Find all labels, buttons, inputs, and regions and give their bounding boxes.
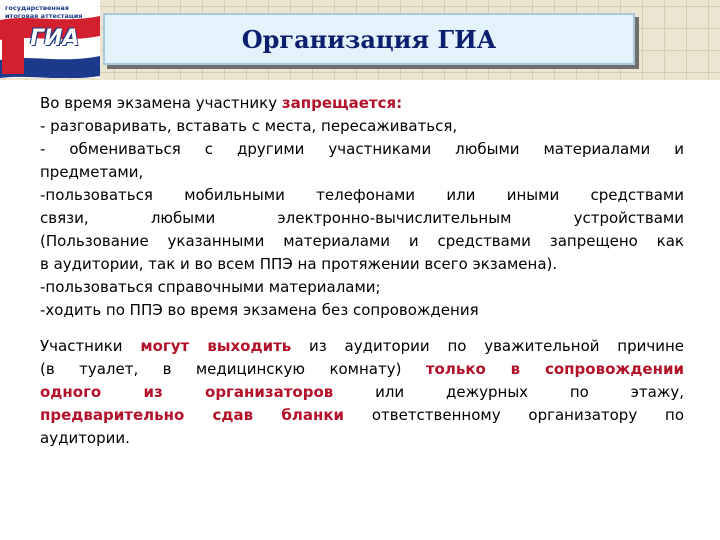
- paragraph-gap: [40, 322, 684, 335]
- para2-line5: аудитории.: [40, 429, 130, 447]
- slide-body: [40, 92, 684, 450]
- para2-line4: предварительно сдав бланки ответственному организатору по: [40, 406, 684, 424]
- para1-line8: в аудитории, так и во всем ППЭ на протяжении всего экзамена).: [40, 255, 558, 273]
- para1-line1: Во время экзамена участнику запрещается:: [40, 94, 403, 112]
- para1-line9: -пользоваться справочными материалами;: [40, 278, 381, 296]
- para1-line10: -ходить по ППЭ во время экзамена без сопровождения: [40, 301, 479, 319]
- para2-line3: одного из организаторов или дежурных по этажу,: [40, 383, 684, 401]
- page-title: Организация ГИА: [241, 24, 497, 54]
- gia-logo: [0, 0, 100, 78]
- logo-word: ГИА: [30, 26, 80, 51]
- para1-line4: предметами,: [40, 163, 144, 181]
- para1-line6: связи, любыми электронно-вычислительным устройствами: [40, 209, 684, 227]
- para1-line3: - обмениваться с другими участниками любыми материалами и: [40, 140, 684, 158]
- logo-caption: государственная итоговая аттестация: [5, 4, 83, 20]
- forbidden-highlight: запрещается:: [281, 94, 403, 112]
- title-banner: [103, 13, 635, 65]
- para1-line7: (Пользование указанными материалами и средствами запрещено как: [40, 232, 684, 250]
- para1-line5: -пользоваться мобильными телефонами или иными средствами: [40, 186, 684, 204]
- para1-line2: - разговаривать, вставать с места, пересаживаться,: [40, 117, 458, 135]
- para2-line2: (в туалет, в медицинскую комнату) только в сопровождении: [40, 360, 684, 378]
- para2-line1: Участники могут выходить из аудитории по уважительной причине: [40, 337, 685, 355]
